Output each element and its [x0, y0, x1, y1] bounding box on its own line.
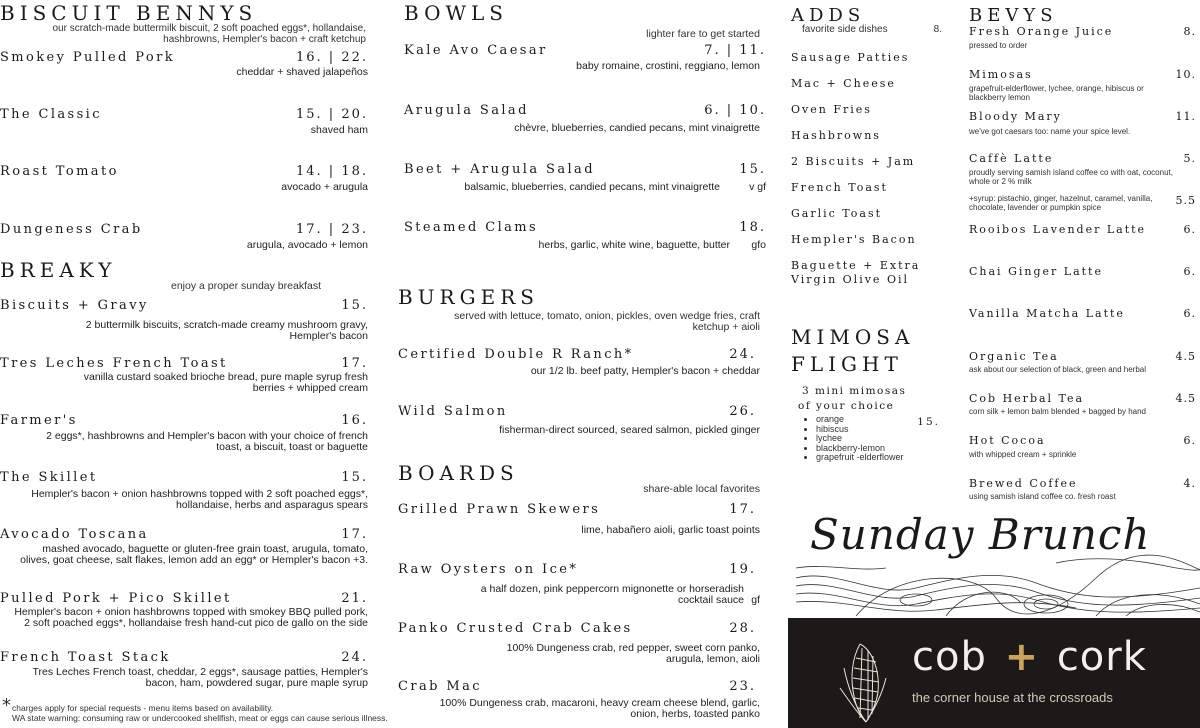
- side-item: French Toast: [791, 181, 888, 194]
- side-item: Garlic Toast: [791, 207, 883, 220]
- drink-price: 6.: [1183, 265, 1196, 278]
- drink-price: 11.: [1175, 110, 1196, 123]
- section-title-adds: ADDS: [791, 5, 866, 26]
- drink-price: 10.: [1175, 68, 1196, 81]
- menu-item-price: 23.: [729, 679, 756, 694]
- sunday-brunch-script: Sunday Brunch: [810, 510, 1151, 559]
- sunday-brunch-banner: [796, 508, 1200, 616]
- menu-item-desc: our 1/2 lb. beef patty, Hempler's bacon + cheddar: [530, 365, 760, 377]
- menu-item-name: Kale Avo Caesar: [404, 43, 548, 58]
- plus-icon: +: [1004, 634, 1040, 680]
- drink-name: Brewed Coffee: [969, 477, 1078, 490]
- menu-item-desc: baby romaine, crostini, reggiano, lemon: [576, 60, 760, 72]
- drink-name: Chai Ginger Latte: [969, 265, 1103, 278]
- menu-item-name: Steamed Clams: [404, 220, 539, 235]
- drink-name: Vanilla Matcha Latte: [969, 307, 1125, 320]
- section-title-burgers: BURGERS: [398, 285, 539, 309]
- flavor-item: • lychee: [816, 434, 904, 444]
- menu-item-price: 6. | 10.: [704, 103, 766, 118]
- mimosa-flight-subtitle: 3 mini mimosas: [802, 385, 907, 397]
- menu-item-price: 7. | 11.: [704, 43, 766, 58]
- section-title-biscuit-bennys: BISCUIT BENNYS: [0, 1, 258, 25]
- flavor-item: • blackberry-lemon: [816, 444, 904, 454]
- drink-desc: corn silk + lemon balm blended + bagged by hand: [969, 407, 1147, 416]
- flavor-item: • orange: [816, 415, 904, 425]
- menu-item-price: 19.: [729, 562, 756, 577]
- brand-logo: [912, 634, 1147, 680]
- menu-item-price: 24.: [729, 347, 756, 362]
- adds-price: 8.: [933, 24, 942, 35]
- section-title-mimosa: MIMOSA: [791, 325, 915, 349]
- menu-item-name: Tres Leches French Toast: [0, 356, 228, 371]
- flavor-item: • hibiscus: [816, 425, 904, 435]
- dietary-tag: gfo: [751, 239, 766, 251]
- brand-block: [788, 618, 1200, 728]
- menu-item-price: 17. | 23.: [296, 222, 368, 237]
- menu-item-name: Pulled Pork + Pico Skillet: [0, 591, 232, 606]
- menu-item-desc: mashed avocado, baguette or gluten-free grain toast, arugula, tomato, olives, goat cheese, salt flakes, lemon add an egg* or Hempler's bacon +3.: [20, 543, 368, 566]
- menu-item-price: 21.: [341, 591, 368, 606]
- menu-item-price: 17.: [341, 527, 368, 542]
- drink-name: Bloody Mary: [969, 110, 1062, 123]
- menu-item-desc: Tres Leches French toast, cheddar, 2 eggs*, sausage patties, Hempler's bacon, ham, powdered sugar, pure maple syrup: [32, 666, 368, 689]
- side-item: Hashbrowns: [791, 129, 881, 142]
- menu-item-name: The Classic: [0, 107, 102, 122]
- menu-item-name: Smokey Pulled Pork: [0, 50, 176, 65]
- menu-item-name: Crab Mac: [398, 679, 482, 694]
- menu-item-desc: shaved ham: [310, 124, 368, 136]
- menu-item-name: Biscuits + Gravy: [0, 298, 149, 313]
- drink-price: 6.: [1183, 307, 1196, 320]
- menu-item-desc: 100% Dungeness crab, macaroni, heavy cream cheese blend, garlic, onion, herbs, toasted panko: [439, 697, 760, 720]
- menu-item-desc: balsamic, blueberries, candied pecans, mint vinaigrette: [464, 181, 720, 193]
- drink-price: 5.: [1183, 152, 1196, 165]
- menu-item-price: 16. | 22.: [296, 50, 368, 65]
- section-title-boards: BOARDS: [398, 461, 519, 485]
- section-title-flight: FLIGHT: [791, 352, 903, 376]
- drink-name: Hot Cocoa: [969, 434, 1046, 447]
- drink-price: 5.5: [1175, 194, 1196, 207]
- drink-price: 4.5: [1175, 392, 1196, 405]
- menu-item-name: Certified Double R Ranch*: [398, 347, 634, 362]
- section-subtitle: lighter fare to get started: [646, 28, 760, 40]
- menu-item-desc: vanilla custard soaked brioche bread, pure maple syrup fresh berries + whipped cream: [83, 371, 368, 394]
- side-item: Oven Fries: [791, 103, 872, 116]
- drink-desc: proudly serving samish island coffee co with oat, coconut, whole or 2 % milk: [969, 168, 1173, 186]
- section-subtitle: served with lettuce, tomato, onion, pickles, oven wedge fries, craft ketchup + aioli: [454, 310, 760, 333]
- menu-item-desc: cheddar + shaved jalapeños: [236, 66, 368, 78]
- menu-item-desc: avocado + arugula: [281, 181, 368, 193]
- menu-item-desc: arugula, avocado + lemon: [246, 239, 368, 251]
- menu-item-name: Arugula Salad: [404, 103, 529, 118]
- drink-desc: grapefruit-elderflower, lychee, orange, hibiscus or blackberry lemon: [969, 84, 1144, 102]
- menu-item-name: Roast Tomato: [0, 164, 119, 179]
- dietary-tag: v gf: [749, 181, 766, 193]
- menu-item-price: 15.: [341, 298, 368, 313]
- drink-desc: we've got caesars too: name your spice level.: [969, 127, 1131, 136]
- section-title-bowls: BOWLS: [404, 1, 509, 25]
- section-subtitle: favorite side dishes: [802, 24, 888, 35]
- brand-name-right: cork: [1056, 634, 1147, 680]
- menu-item-name: Farmer's: [0, 413, 78, 428]
- section-subtitle: our scratch-made buttermilk biscuit, 2 soft poached eggs*, hollandaise, hashbrowns, Hempler's bacon + craft ketchup: [52, 23, 366, 45]
- menu-item-price: 15.: [739, 162, 766, 177]
- menu-item-desc: chèvre, blueberries, candied pecans, mint vinaigrette: [514, 122, 760, 134]
- menu-item-price: 17.: [729, 502, 756, 517]
- menu-item-name: Raw Oysters on Ice*: [398, 562, 579, 577]
- menu-item-name: Grilled Prawn Skewers: [398, 502, 601, 517]
- drink-desc: +syrup: pistachio, ginger, hazelnut, caramel, vanilla, chocolate, lavender or pumpkin spice: [969, 194, 1153, 212]
- menu-item-name: French Toast Stack: [0, 650, 171, 665]
- menu-item-name: Panko Crusted Crab Cakes: [398, 621, 633, 636]
- mimosa-flight-price: 15.: [917, 416, 940, 428]
- drink-desc: ask about our selection of black, green and herbal: [969, 365, 1147, 374]
- menu-item-name: Wild Salmon: [398, 404, 508, 419]
- flavor-item: • grapefruit -elderflower: [816, 453, 904, 463]
- menu-item-price: 15.: [341, 470, 368, 485]
- brand-tagline: the corner house at the crossroads: [912, 690, 1113, 705]
- mimosa-flight-subtitle: of your choice: [798, 400, 895, 412]
- menu-item-price: 14. | 18.: [296, 164, 368, 179]
- menu-item-name: The Skillet: [0, 470, 98, 485]
- menu-item-desc: fisherman-direct sourced, seared salmon, pickled ginger: [499, 424, 760, 436]
- drink-price: 8.: [1183, 25, 1196, 38]
- menu-item-desc: 100% Dungeness crab, red pepper, sweet corn panko, arugula, lemon, aioli: [506, 642, 760, 665]
- mimosa-flavor-list: [800, 415, 904, 463]
- menu-item-price: 15. | 20.: [296, 107, 368, 122]
- footer-notes: [0, 695, 396, 723]
- menu-item-name: Avocado Toscana: [0, 527, 149, 542]
- menu-item-price: 18.: [739, 220, 766, 235]
- drink-price: 4.: [1183, 477, 1196, 490]
- menu-item-name: Dungeness Crab: [0, 222, 143, 237]
- menu-item-desc: 2 eggs*, hashbrowns and Hempler's bacon with your choice of french toast, a biscuit, toast or baguette: [46, 430, 368, 453]
- menu-item-price: 28.: [729, 621, 756, 636]
- drink-name: Caffè Latte: [969, 152, 1054, 165]
- section-subtitle: share-able local favorites: [643, 483, 760, 495]
- menu-item-name: Beet + Arugula Salad: [404, 162, 595, 177]
- side-item: Sausage Patties: [791, 51, 910, 64]
- drink-name: Fresh Orange Juice: [969, 25, 1114, 38]
- menu-item-price: 16.: [341, 413, 368, 428]
- menu-item-desc: 2 buttermilk biscuits, scratch-made creamy mushroom gravy, Hempler's bacon: [85, 319, 368, 342]
- menu-item-desc: Hempler's bacon + onion hashbrowns topped with 2 soft poached eggs*, hollandaise, herbs and asparagus spears: [31, 488, 368, 511]
- brand-name-left: cob: [912, 634, 987, 680]
- drink-price: 6.: [1183, 223, 1196, 236]
- side-item: Mac + Cheese: [791, 77, 896, 90]
- menu-item-desc: Hempler's bacon + onion hashbrowns topped with smokey BBQ pulled pork, 2 soft poached eggs*, hollandaise fresh hand-cut pico de gallo on the side: [14, 606, 368, 629]
- footer-line-1: charges apply for special requests - menu items based on availability.: [12, 703, 274, 713]
- side-item: Hempler's Bacon: [791, 233, 917, 246]
- drink-price: 6.: [1183, 434, 1196, 447]
- drink-desc: with whipped cream + sprinkle: [969, 450, 1077, 459]
- drink-name: Mimosas: [969, 68, 1033, 81]
- menu-item-desc: a half dozen, pink peppercorn mignonette or horseradish cocktail sauce: [480, 583, 744, 606]
- side-item: Baguette + Extra: [791, 259, 921, 272]
- section-subtitle: enjoy a proper sunday breakfast: [170, 280, 321, 292]
- menu-item-price: 24.: [341, 650, 368, 665]
- dietary-tag: gf: [751, 594, 760, 606]
- drink-price: 4.5: [1175, 350, 1196, 363]
- section-title-breaky: BREAKY: [0, 258, 117, 282]
- menu-item-desc: herbs, garlic, white wine, baguette, butter: [538, 239, 730, 251]
- section-title-bevys: BEVYS: [969, 5, 1058, 26]
- drink-desc: using samish island coffee co. fresh roast: [969, 492, 1116, 501]
- side-item: 2 Biscuits + Jam: [791, 155, 916, 168]
- drink-name: Organic Tea: [969, 350, 1059, 363]
- menu-item-price: 17.: [341, 356, 368, 371]
- menu-item-price: 26.: [729, 404, 756, 419]
- footer-line-2: WA state warning: consuming raw or undercooked shellfish, meat or eggs can cause serious illness.: [12, 713, 388, 723]
- drink-desc: pressed to order: [969, 41, 1028, 50]
- corn-cob-icon: [838, 638, 892, 724]
- asterisk-icon: *: [2, 695, 11, 716]
- drink-name: Cob Herbal Tea: [969, 392, 1085, 405]
- side-item: Virgin Olive Oil: [791, 273, 909, 286]
- menu-item-desc: lime, habañero aioli, garlic toast points: [581, 524, 760, 536]
- drink-name: Rooibos Lavender Latte: [969, 223, 1147, 236]
